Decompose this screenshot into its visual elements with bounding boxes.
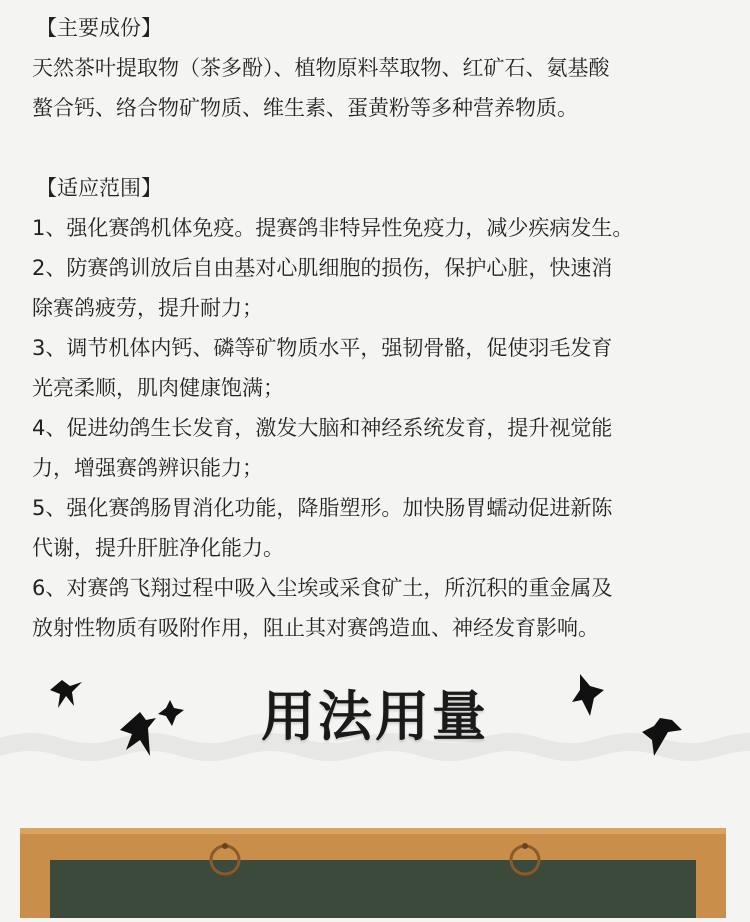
scope-line: 光亮柔顺，肌肉健康饱满； xyxy=(32,376,284,400)
chalkboard-frame xyxy=(20,828,726,918)
scope-line: 力，增强赛鸽辨识能力； xyxy=(32,456,263,480)
chalkboard xyxy=(20,828,726,918)
scope-line: 6、对赛鸽飞翔过程中吸入尘埃或采食矿土，所沉积的重金属及 xyxy=(32,576,613,600)
ingredients-line: 天然茶叶提取物（茶多酚）、植物原料萃取物、红矿石、氨基酸 xyxy=(32,56,610,80)
scope-line: 2、防赛鸽训放后自由基对心肌细胞的损伤，保护心脏，快速消 xyxy=(32,256,613,280)
main-content xyxy=(32,8,732,648)
scope-line: 1、强化赛鸽机体免疫。提赛鸽非特异性免疫力，减少疾病发生。 xyxy=(32,216,634,240)
board-frame-highlight xyxy=(20,828,726,834)
ingredients-line: 螯合钙、络合物矿物质、维生素、蛋黄粉等多种营养物质。 xyxy=(32,96,578,120)
scope-line: 放射性物质有吸附作用，阻止其对赛鸽造血、神经发育影响。 xyxy=(32,616,599,640)
board-surface xyxy=(50,860,696,918)
scope-line: 4、促进幼鸽生长发育，激发大脑和神经系统发育，提升视觉能 xyxy=(32,416,613,440)
usage-title: 用法用量 xyxy=(261,685,489,748)
scope-header: 【适应范围】 xyxy=(36,176,162,200)
section-spacer xyxy=(32,128,732,168)
scope-line: 3、调节机体内钙、磷等矿物质水平，强韧骨骼，促使羽毛发育 xyxy=(32,336,613,360)
ingredients-header: 【主要成份】 xyxy=(36,16,162,40)
usage-banner xyxy=(0,660,750,780)
ring-nail-icon xyxy=(222,843,228,849)
scope-line: 代谢，提升肝脏净化能力。 xyxy=(32,536,284,560)
ring-nail-icon xyxy=(522,843,528,849)
scope-line: 除赛鸽疲劳，提升耐力； xyxy=(32,296,263,320)
scope-line: 5、强化赛鸽肠胃消化功能，降脂塑形。加快肠胃蠕动促进新陈 xyxy=(32,496,613,520)
